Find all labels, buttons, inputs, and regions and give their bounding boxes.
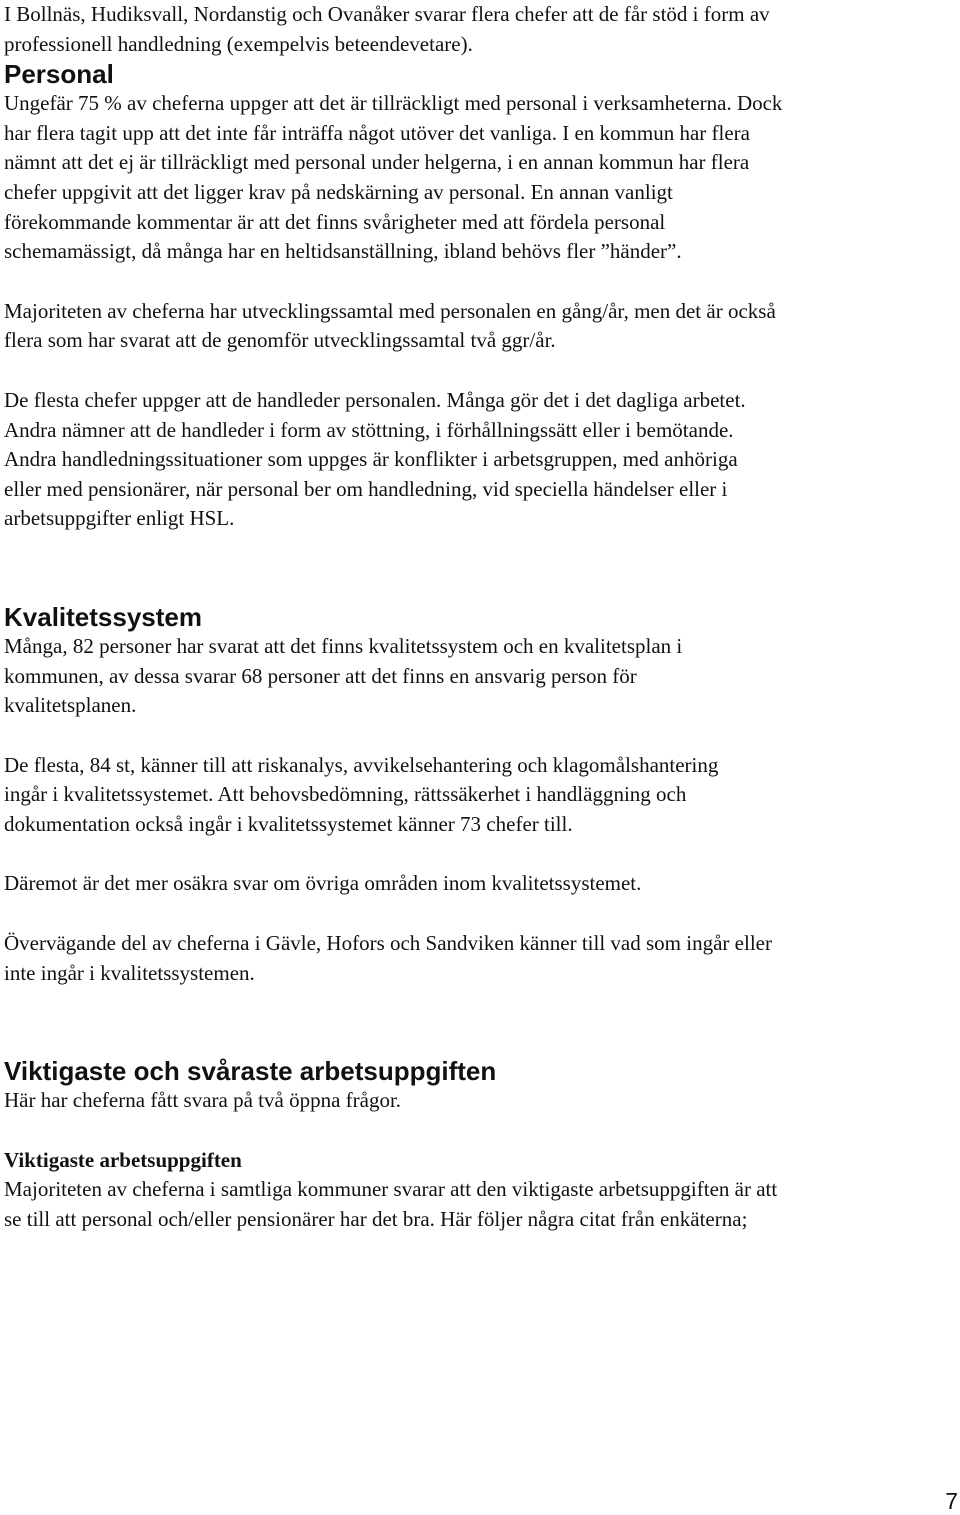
section-heading-personal: Personal	[4, 59, 114, 90]
kvalitet-paragraph-4: Övervägande del av cheferna i Gävle, Hofors och Sandviken känner till vad som ingår eller inte ingår i kvalitetssystemen.	[4, 931, 772, 985]
personal-paragraph-1: Ungefär 75 % av cheferna uppger att det är tillräckligt med personal i verksamheterna. Dock har flera tagit upp att det inte får inträffa något utöver det vanliga. I en kommun har flera nämnt att det ej är tillräckligt med personal under helgerna, i en annan kommun har flera chefer uppgivit att det ligger krav på nedskärning av personal. En annan vanligt förekommande kommentar är att det finns svårigheter med att fördela personal schemamässigt, då många har en heltidsanställning, ibland behövs fler ”händer”.	[4, 91, 783, 264]
viktigaste-paragraph: Majoriteten av cheferna i samtliga kommuner svarar att den viktigaste arbetsuppgiften är att se till att personal och/eller pensionärer har det bra. Här följer några citat från enkäterna;	[4, 1177, 778, 1232]
page-number: 7	[945, 1488, 958, 1514]
personal-paragraph-2: Majoriteten av cheferna har utvecklingssamtal med personalen en gång/år, men det är också flera som har svarat att de genomför utvecklingssamtal två ggr/år.	[4, 298, 776, 353]
kvalitet-paragraph-2: De flesta, 84 st, känner till att riskanalys, avvikelsehantering och klagomålshantering ingår i kvalitetssystemet. Att behovsbedömning, rättssäkerhet i handläggning och dokumentation också ingår i kvalitetssystemet känner 73 chefer till.	[4, 752, 719, 836]
viktigaste-intro-paragraph: Här har cheferna fått svara på två öppna frågor.	[4, 1088, 402, 1113]
subheading-viktigaste-arbetsuppgiften: Viktigaste arbetsuppgiften	[4, 1147, 242, 1172]
document-page	[4, 0, 954, 1235]
intro-paragraph: I Bollnäs, Hudiksvall, Nordanstig och Ovanåker svarar flera chefer att de får stöd i form av professionell handledning (exempelvis beteendevetare).	[4, 2, 770, 56]
kvalitet-paragraph-1: Många, 82 personer har svarat att det finns kvalitetssystem och en kvalitetsplan i kommunen, av dessa svarar 68 personer att det finns en ansvarig person för kvalitetsplanen.	[4, 633, 683, 718]
personal-paragraph-3: De flesta chefer uppger att de handleder personalen. Många gör det i det dagliga arbetet. Andra nämner att de handleder i form av stöttning, i förhållningssätt eller i bemötande. Andra handledningssituationer som uppges är konflikter i arbetsgruppen, med anhöriga eller med pensionärer, när personal ber om handledning, vid speciella händelser eller i arbetsuppgifter enligt HSL.	[4, 387, 746, 531]
section-heading-viktigaste: Viktigaste och svåraste arbetsuppgiften	[4, 1056, 497, 1087]
section-heading-kvalitetssystem: Kvalitetssystem	[4, 601, 202, 632]
kvalitet-paragraph-3: Däremot är det mer osäkra svar om övriga områden inom kvalitetssystemet.	[4, 871, 642, 896]
